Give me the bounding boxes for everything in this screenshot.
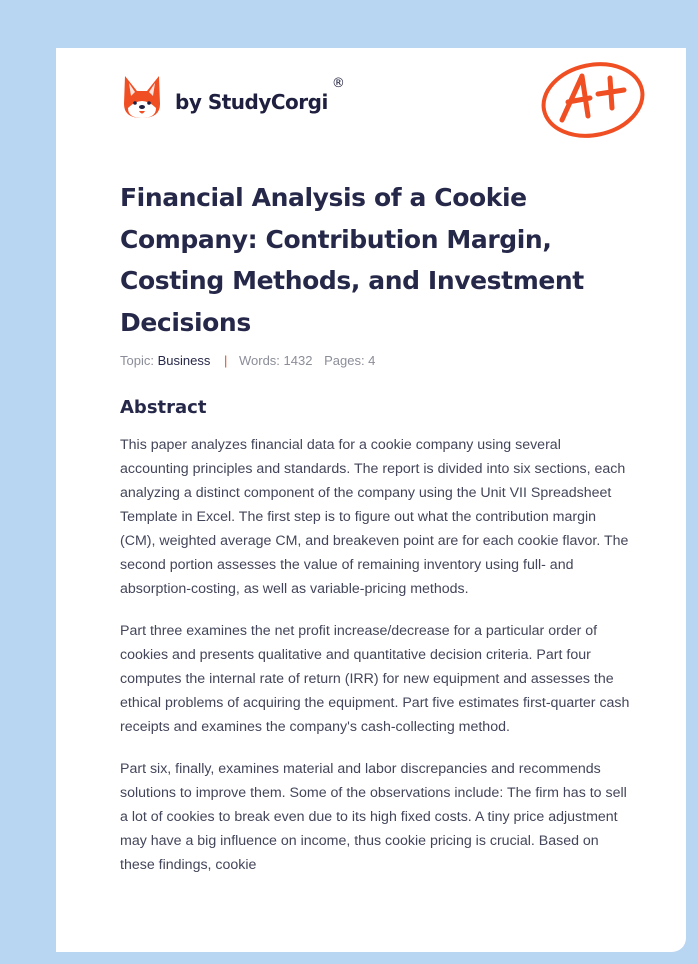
word-count: Words: 1432 bbox=[238, 353, 313, 368]
studycorgi-logo[interactable] bbox=[122, 74, 345, 120]
paragraph: Part six, finally, examines material and labor discrepancies and recommends solutions to improve them. Some of the observations include: The firm has to sell a lot of cookies to break even due to its high fixed costs. A tiny price adjustment may have a big influence on income, thus cookie pricing is crucial. Based on these findings, cookie bbox=[120, 761, 627, 873]
meta-separator: | bbox=[223, 353, 228, 368]
registered-mark: ® bbox=[331, 75, 345, 91]
topic-link[interactable]: Business bbox=[157, 353, 211, 368]
paragraph: Part three examines the net profit increase/decrease for a particular order of cookies and presents qualitative and quantitative decision criteria. Part four computes the internal rate of return (IRR) for new equipment and assesses the ethical problems of acquiring the equipment. Part five estimates first-quarter cash receipts and examines the company's cash-collecting method. bbox=[120, 623, 630, 735]
corgi-logo-icon bbox=[122, 74, 162, 120]
paragraph: This paper analyzes financial data for a cookie company using several accounting principles and standards. The report is divided into six sections, each analyzing a distinct component of the company using the Unit VII Spreadsheet Template in Excel. The first step is to figure out what the contribution margin (CM), weighted average CM, and breakeven point are for each cookie flavor. The second portion assesses the value of remaining inventory using full- and absorption-costing, as well as variable-pricing methods. bbox=[120, 437, 629, 597]
document-meta bbox=[120, 353, 375, 368]
page-title: Financial Analysis of a Cookie Company: Contribution Margin, Costing Methods, and Investment Decisions bbox=[120, 183, 584, 337]
document-card bbox=[56, 48, 686, 952]
abstract-body bbox=[120, 433, 632, 895]
brand-name: by StudyCorgi bbox=[175, 90, 328, 114]
topic-label: Topic: bbox=[120, 353, 154, 368]
page-count: Pages: 4 bbox=[324, 353, 376, 368]
a-plus-badge-icon bbox=[538, 58, 648, 140]
section-heading-abstract: Abstract bbox=[120, 397, 207, 418]
